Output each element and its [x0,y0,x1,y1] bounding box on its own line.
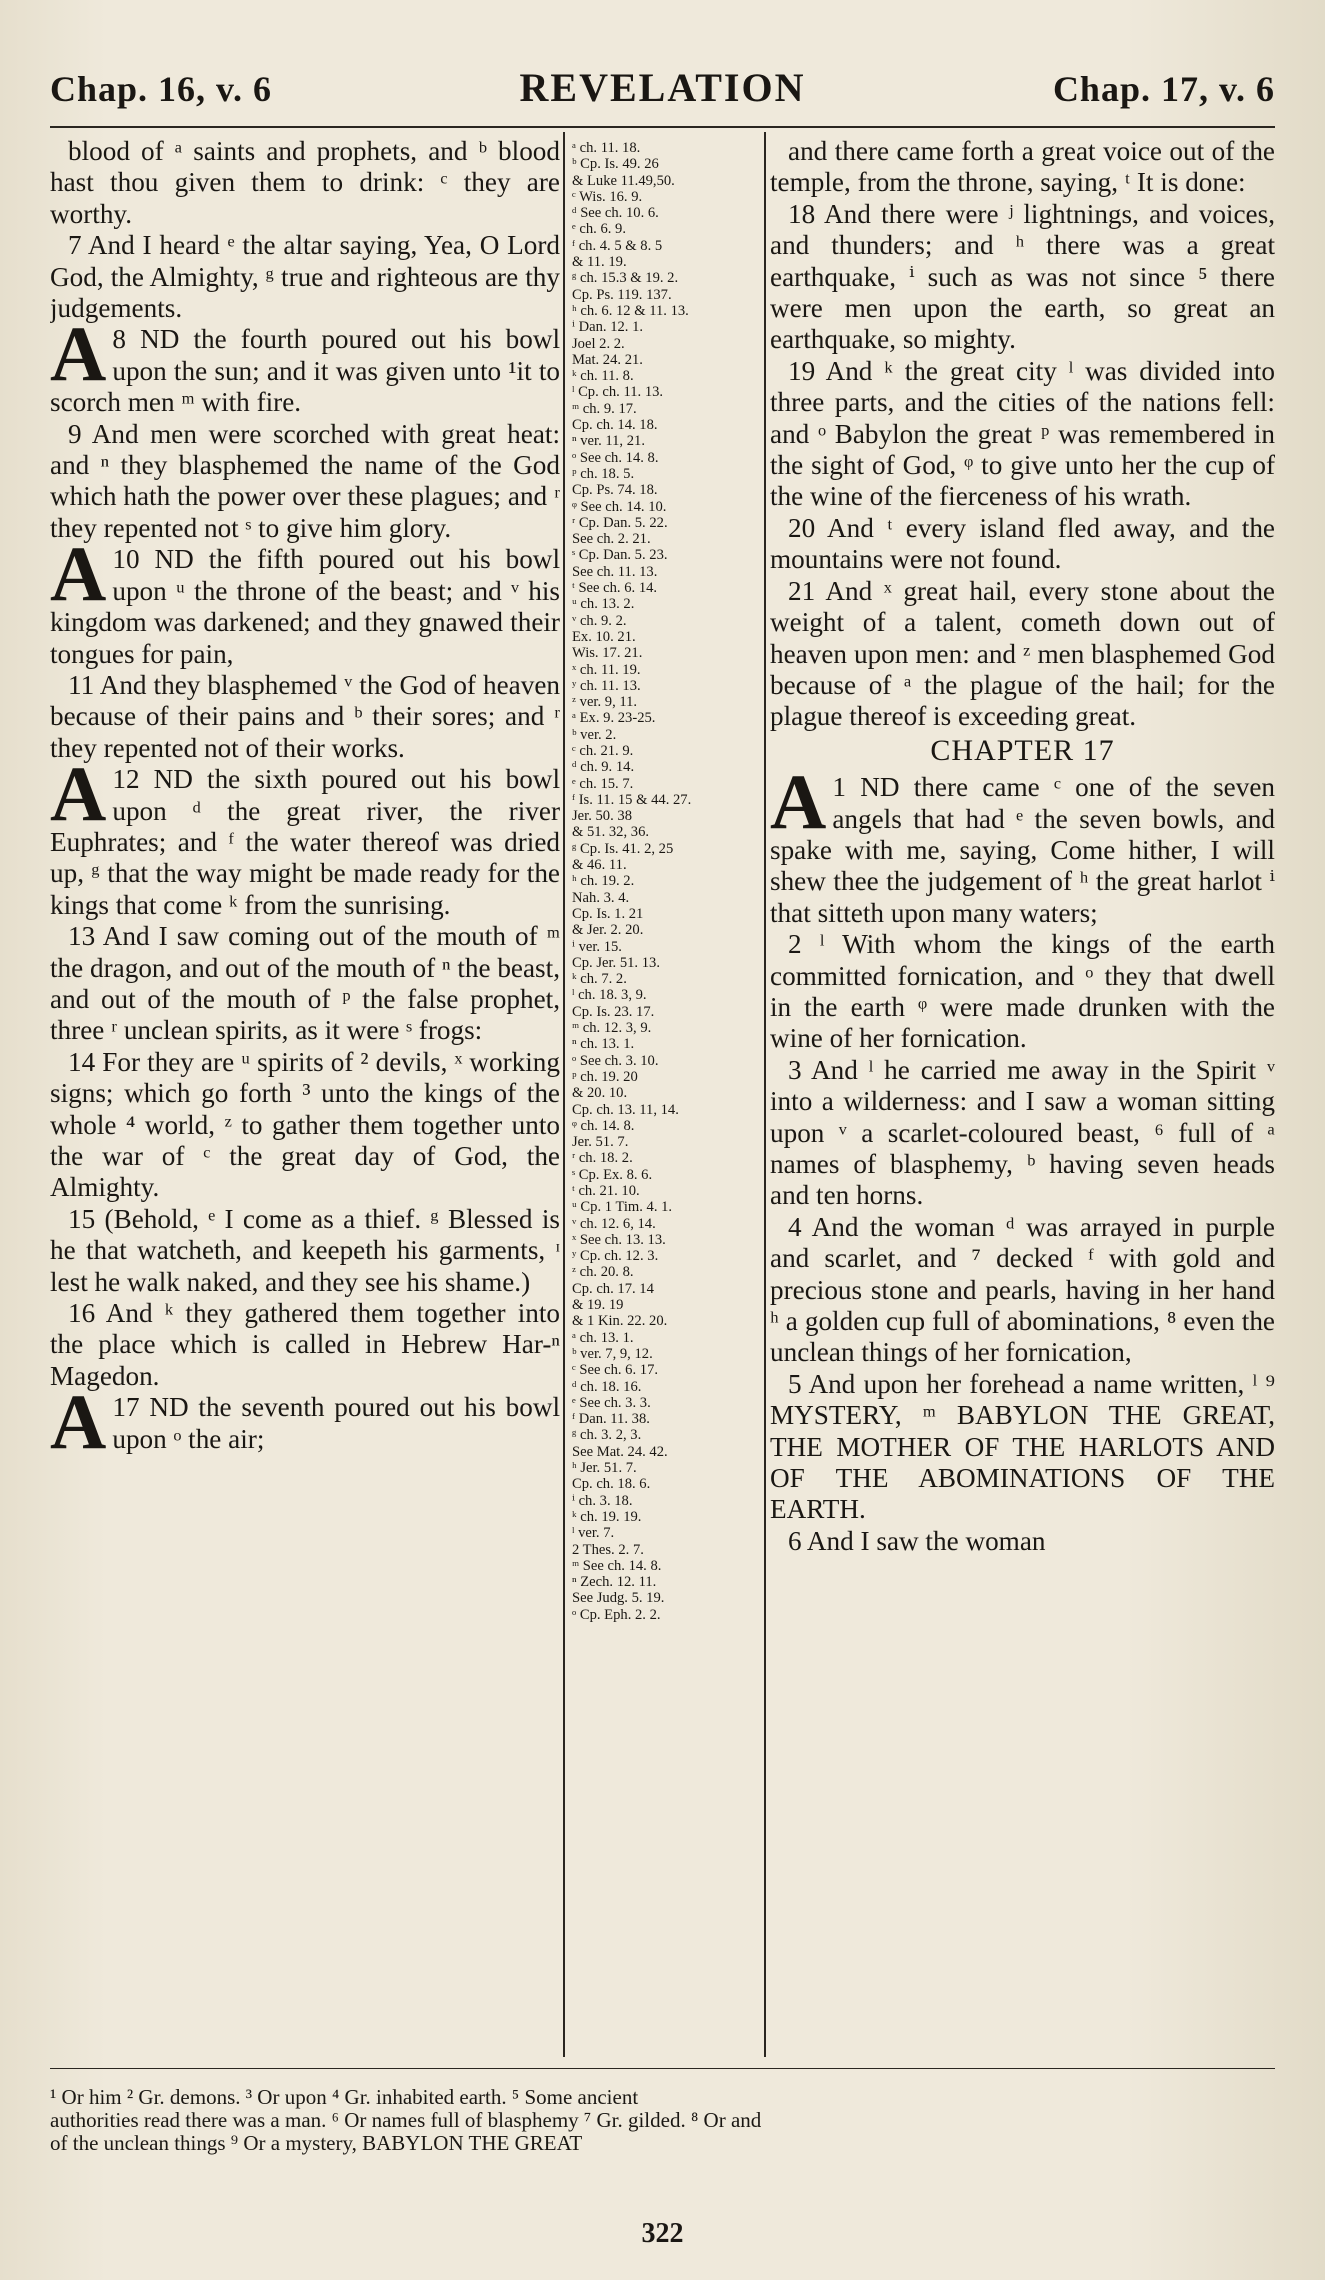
verse-text: 6 And I saw the woman [788,1525,1046,1556]
verse-text: blood of ᵃ saints and prophets, and ᵇ blood hast thou given them to drink: ᶜ they are worthy. [50,136,560,229]
verse-text: and there came forth a great voice out of the temple, from the throne, saying, ᵗ It is done: [770,136,1275,198]
verse-paragraph [770,758,1275,929]
verse-paragraph [770,136,1275,199]
verse-text: 16 And ᵏ they gathered them together into the place which is called in Hebrew Har-ⁿ Magedon. [50,1298,560,1391]
verse-text: 5 And upon her forehead a name written, ˡ ⁹ MYSTERY, ᵐ BABYLON THE GREAT, THE MOTHER OF THE HARLOTS AND OF THE ABOMINATIONS OF THE EARTH. [770,1368,1275,1525]
verse-number: 17 [112,1392,150,1423]
chapter-heading: CHAPTER 17 [930,733,1115,767]
verse-paragraph [770,929,1275,1055]
revelation-17-text [770,758,1275,1557]
footnote-rule [50,2068,1275,2069]
verse-paragraph [770,356,1275,513]
verse-paragraph [770,199,1275,356]
verse-text: ND the sixth poured out his bowl upon ᵈ the great river, the river Euphrates; and ᶠ the water thereof was dried up, ᵍ that the way might be made ready for the kings that come ᵏ from the sunrising. [50,764,560,920]
verse-text: 14 For they are ᵘ spirits of ² devils, ˣ working signs; which go forth ³ unto the kings of the whole ⁴ world, ᶻ to gather them together unto the war of ᶜ the great day of God, the Almighty. [50,1046,560,1203]
verse-paragraph [50,136,560,230]
verse-text: ND the seventh poured out his bowl upon ᵒ the air; [112,1392,560,1454]
header-left-chapter-ref: Chap. 16, v. 6 [50,69,273,109]
page-number: 322 [641,2218,684,2249]
verse-paragraph [50,230,560,324]
drop-cap: A [50,750,107,838]
drop-cap: A [50,530,107,618]
verse-paragraph [770,1369,1275,1526]
verse-paragraph [50,1047,560,1204]
verse-paragraph [770,576,1275,733]
verse-text: 20 And ᵗ every island fled away, and the mountains were not found. [770,512,1275,575]
verse-text: 21 And ˣ great hail, every stone about the weight of a talent, cometh down out of heaven upon men: and ᶻ men blasphemed God because of ᵃ the plague of the hail; for the plague thereof is exceeding great. [770,575,1275,732]
right-column-divider [764,132,766,2057]
header-rule [50,126,1275,128]
verse-text: 19 And ᵏ the great city ˡ was divided into three parts, and the cities of the nations fell: and ᵒ Babylon the great ᵖ was remembered in the sight of God, ᵠ to give unto her the cup of the wine of the fierceness of his wrath. [770,355,1275,512]
verse-paragraph [50,1378,560,1466]
verse-text: ND the fifth poured out his bowl upon ᵘ the throne of the beast; and ᵛ his kingdom was darkened; and they gnawed their tongues for pain, [50,544,560,669]
running-header [50,62,1275,122]
verse-paragraph [50,419,560,545]
verse-text: 11 And they blasphemed ᵛ the God of heaven because of their pains and ᵇ their sores; and ʳ they repented not of their works. [50,669,560,763]
verse-paragraph [770,1526,1275,1557]
drop-cap: A [770,758,827,846]
drop-cap: A [50,1378,107,1466]
left-column-divider [563,132,565,2057]
book-title: REVELATION [519,65,806,110]
verse-paragraph [50,310,560,418]
verse-paragraph [770,1055,1275,1212]
verse-number: 1 [832,772,861,803]
right-text-column [770,136,1275,2066]
verse-text: 7 And I heard ᵉ the altar saying, Yea, O Lord God, the Almighty, ᵍ true and righteous are thy judgements. [50,230,560,324]
verse-paragraph [50,921,560,1047]
verse-paragraph [50,670,560,764]
verse-paragraph [50,1298,560,1392]
footnotes: ¹ Or him ² Gr. demons. ³ Or upon ⁴ Gr. inhabited earth. ⁵ Some ancient authorities read there was a man. ⁶ Or names full of blasphemy ⁷ Gr. gilded. ⁸ Or and of the unclean things ⁹ Or a mystery, BABYLON THE GREAT [50,2085,762,2155]
margin-references: ᵃ ch. 11. 18. ᵇ Cp. Is. 49. 26 & Luke 11.49,50. ᶜ Wis. 16. 9. ᵈ See ch. 10. 6. ᵉ ch. 6. 9. ᶠ ch. 4. 5 & 8. 5 & 11. 19. ᵍ ch. 15.3 & 19. 2. Cp. Ps. 119. 137. ʰ ch. 6. 12 & 11. 13. ⁱ Dan. 12. 1. Joel 2. 2. Mat. 24. 21. ᵏ ch. 11. 8. ˡ Cp. ch. 11. 13. ᵐ ch. 9. 17. Cp. ch. 14. 18. ⁿ ver. 11, 21. ᵒ See ch. 14. 8. ᵖ ch. 18. 5. Cp. Ps. 74. 18. ᵠ See ch. 14. 10. ʳ Cp. Dan. 5. 22. See ch. 2. 21. ˢ Cp. Dan. 5. 23. See ch. 11. 13. ᵗ See ch. 6. 14. ᵘ ch. 13. 2. ᵛ ch. 9. 2. Ex. 10. 21. Wis. 17. 21. ˣ ch. 11. 19. ʸ ch. 11. 13. ᶻ ver. 9, 11. ᵃ Ex. 9. 23-25. ᵇ ver. 2. ᶜ ch. 21. 9. ᵈ ch. 9. 14. ᵉ ch. 15. 7. ᶠ Is. 11. 15 & 44. 27. Jer. 50. 38 & 51. 32, 36. ᵍ Cp. Is. 41. 2, 25 & 46. 11. ʰ ch. 19. 2. Nah. 3. 4. Cp. Is. 1. 21 & Jer. 2. 20. ⁱ ver. 15. Cp. Jer. 51. 13. ᵏ ch. 7. 2. ˡ ch. 18. 3, 9. Cp. Is. 23. 17. ᵐ ch. 12. 3, 9. ⁿ ch. 13. 1. ᵒ See ch. 3. 10. ᵖ ch. 19. 20 & 20. 10. Cp. ch. 13. 11, 14. ᵠ ch. 14. 8. Jer. 51. 7. ʳ ch. 18. 2. ˢ Cp. Ex. 8. 6. ᵗ ch. 21. 10. ᵘ Cp. 1 Tim. 4. 1. ᵛ ch. 12. 6, 14. ˣ See ch. 13. 13. ʸ Cp. ch. 12. 3. ᶻ ch. 20. 8. Cp. ch. 17. 14 & 19. 19 & 1 Kin. 22. 20. ᵃ ch. 13. 1. ᵇ ver. 7, 9, 12. ᶜ See ch. 6. 17. ᵈ ch. 18. 16. ᵉ See ch. 3. 3. ᶠ Dan. 11. 38. ᵍ ch. 3. 2, 3. See Mat. 24. 42. ʰ Jer. 51. 7. Cp. ch. 18. 6. ⁱ ch. 3. 18. ᵏ ch. 19. 19. ˡ ver. 7. 2 Thes. 2. 7. ᵐ See ch. 14. 8. ⁿ Zech. 12. 11. See Judg. 5. 19. ᵒ Cp. Eph. 2. 2. [572,140,692,1623]
verse-text: 9 And men were scorched with great heat: and ⁿ they blasphemed the name of the God which hath the power over these plagues; and ʳ they repented not ˢ to give him glory. [50,418,560,543]
verse-paragraph [50,750,560,921]
verse-paragraph [770,513,1275,576]
verse-paragraph [50,530,560,670]
verse-text: 13 And I saw coming out of the mouth of ᵐ the dragon, and out of the mouth of ⁿ the beast, and out of the mouth of ᵖ the false prophet, three ʳ unclean spirits, as it were ˢ frogs: [50,921,560,1046]
drop-cap: A [50,310,107,398]
left-text-column [50,136,560,2066]
verse-text: 4 And the woman ᵈ was arrayed in purple and scarlet, and ⁷ decked ᶠ with gold and precious stone and pearls, having in her hand ʰ a golden cup full of abominations, ⁸ even the unclean things of her fornication, [770,1211,1275,1368]
verse-paragraph [50,1204,560,1298]
verse-number: 8 [112,324,141,355]
verse-text: 18 And there were ʲ lightnings, and voices, and thunders; and ʰ there was a great earthquake, ⁱ such as was not since ⁵ there were men upon the earth, so great an earthquake, so mighty. [770,198,1275,355]
verse-paragraph [770,1212,1275,1369]
verse-text: ND the fourth poured out his bowl upon the sun; and it was given unto ¹it to scorch men ᵐ with fire. [50,324,560,418]
verse-text: 15 (Behold, ᵉ I come as a thief. ᵍ Blessed is he that watcheth, and keepeth his garments, ᶦ lest he walk naked, and they see his shame.) [50,1203,560,1297]
header-right-chapter-ref: Chap. 17, v. 6 [1052,69,1275,109]
verse-text: 3 And ˡ he carried me away in the Spirit ᵛ into a wilderness: and I saw a woman sitting upon ᵛ a scarlet-coloured beast, ⁶ full of ᵃ names of blasphemy, ᵇ having seven heads and ten horns. [770,1054,1275,1211]
verse-text: ND there came ᶜ one of the seven angels that had ᵉ the seven bowls, and spake with me, saying, Come hither, I will shew thee the judgement of ʰ the great harlot ⁱ that sitteth upon many waters; [770,772,1275,928]
verse-number: 12 [112,764,154,795]
revelation-16-continuation [770,136,1275,733]
verse-text: 2 ˡ With whom the kings of the earth committed fornication, and ᵒ they that dwell in the earth ᵠ were made drunken with the wine of her fornication. [770,929,1275,1054]
verse-number: 10 [112,544,155,575]
